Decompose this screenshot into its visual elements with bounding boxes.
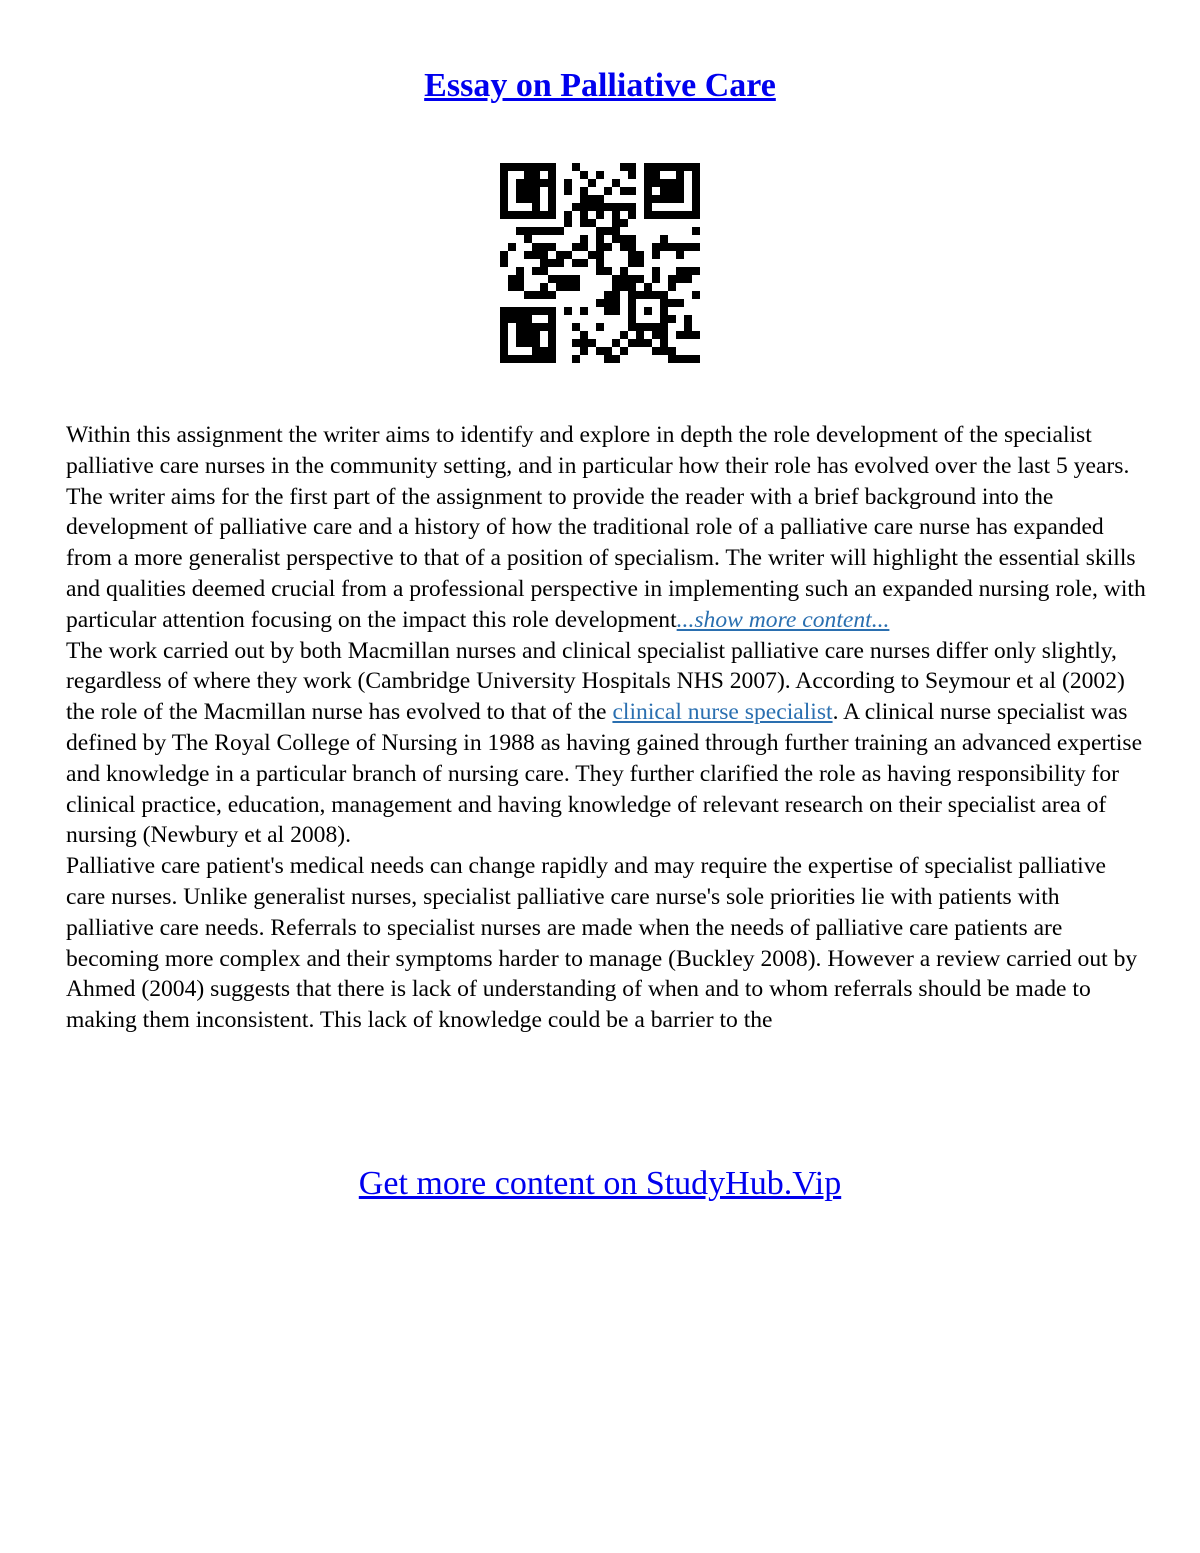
paragraph-1 — [66, 420, 1146, 636]
paragraph-3 — [66, 851, 1146, 1036]
show-more-link[interactable]: ...show more content... — [676, 606, 890, 633]
paragraph-2-text-after: . A clinical nurse specialist was defined by The Royal College of Nursing in 1988 as having gained through further training an advanced expertise and knowledge in a particular branch of nursing care. They further clarified the role as having responsibility for clinical practice, education, management and having knowledge of relevant research on their specialist area of nursing (Newbury et al 2008). — [66, 699, 1143, 849]
paragraph-3-text: Palliative care patient's medical needs can change rapidly and may require the expertise of specialist palliative care nurses. Unlike generalist nurses, specialist palliative care nurse's sole priorities lie with patients with palliative care needs. Referrals to specialist nurses are made when the needs of palliative care patients are becoming more complex and their symptoms harder to manage (Buckley 2008). However a review carried out by Ahmed (2004) suggests that there is lack of understanding of when and to whom referrals should be made to making them inconsistent. This lack of knowledge could be a barrier to the — [66, 853, 1138, 1034]
paragraph-1-text: Within this assignment the writer aims to identify and explore in depth the role development of the specialist palliative care nurses in the community setting, and in particular how their role has evolved over the last 5 years. The writer aims for the first part of the assignment to provide the reader with a brief background into the development of palliative care and a history of how the traditional role of a palliative care nurse has expanded from a more generalist perspective to that of a position of specialism. The writer will highlight the essential skills and qualities deemed crucial from a professional perspective in implementing such an expanded nursing role, with particular attention focusing on the impact this role development — [66, 422, 1146, 633]
paragraph-2 — [66, 636, 1146, 852]
studyhub-link[interactable]: Get more content on StudyHub.Vip — [358, 1165, 842, 1202]
qr-code-graphic — [500, 163, 700, 363]
page-title — [0, 64, 1200, 108]
footer — [0, 1162, 1200, 1206]
qr-code-icon — [500, 163, 700, 363]
essay-body — [66, 420, 1146, 1036]
title-link[interactable]: Essay on Palliative Care — [424, 67, 776, 104]
clinical-nurse-specialist-link[interactable]: clinical nurse specialist — [612, 699, 833, 726]
paragraph-2-text-before: The work carried out by both Macmillan nurses and clinical specialist palliative care nurses differ only slightly, regardless of where they work (Cambridge University Hospitals NHS 2007). According to Seymour et al (2002) the role of the Macmillan nurse has evolved to that of the — [66, 637, 1125, 726]
